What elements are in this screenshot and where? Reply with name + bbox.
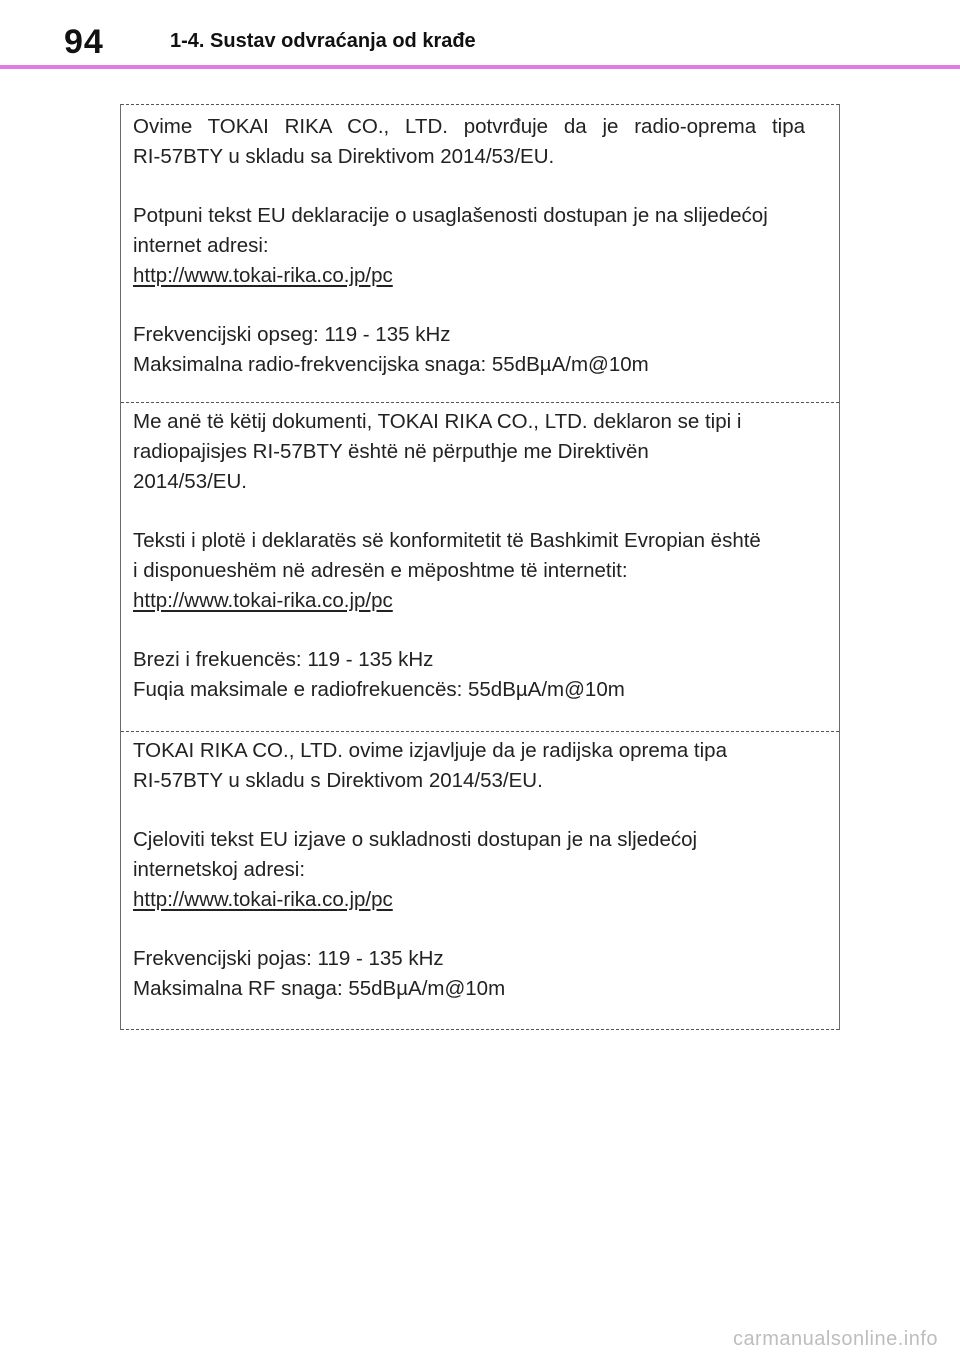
declaration-line: Frekvencijski opseg: 119 - 135 kHz [133, 323, 451, 346]
declaration-albanian [121, 402, 839, 731]
declaration-paragraph [133, 944, 829, 1004]
declaration-line: Me anë të këtij dokumenti, TOKAI RIKA CO., LTD. deklaron se tipi i [133, 410, 742, 433]
declaration-line: Maksimalna radio-frekvencijska snaga: 55dBµA/m@10m [133, 353, 649, 376]
declaration-paragraph [133, 526, 829, 616]
declaration-croatian [121, 731, 839, 1030]
declaration-paragraph [133, 320, 829, 380]
declaration-line: Maksimalna RF snaga: 55dBµA/m@10m [133, 977, 506, 1000]
declaration-line: TOKAI RIKA CO., LTD. ovime izjavljuje da je radijska oprema tipa [133, 739, 727, 762]
section-title: 1-4. Sustav odvraćanja od krađe [170, 30, 476, 52]
declaration-line: Frekvencijski pojas: 119 - 135 kHz [133, 947, 444, 970]
tokai-rika-link[interactable]: http://www.tokai-rika.co.jp/pc [133, 264, 393, 287]
declaration-line: RI-57BTY u skladu s Direktivom 2014/53/EU. [133, 769, 543, 792]
declaration-bosnian [121, 104, 839, 402]
declaration-paragraph [133, 201, 829, 291]
declaration-paragraph [133, 825, 829, 915]
declaration-line: 2014/53/EU. [133, 470, 247, 493]
page-number: 94 [64, 23, 104, 61]
declaration-box [120, 104, 840, 1030]
declaration-line: Potpuni tekst EU deklaracije o usaglašenosti dostupan je na slijedećoj [133, 204, 768, 227]
declaration-line: i disponueshëm në adresën e mëposhtme të internetit: [133, 559, 628, 582]
declaration-line: Cjeloviti tekst EU izjave o sukladnosti dostupan je na sljedećoj [133, 828, 698, 851]
declaration-paragraph [133, 736, 829, 796]
declaration-line: internet adresi: [133, 234, 269, 257]
declaration-line: Teksti i plotë i deklaratës së konformitetit të Bashkimit Evropian është [133, 529, 761, 552]
declaration-line: radiopajisjes RI-57BTY është në përputhje me Direktivën [133, 440, 649, 463]
tokai-rika-link[interactable]: http://www.tokai-rika.co.jp/pc [133, 888, 393, 911]
declaration-line: Ovime TOKAI RIKA CO., LTD. potvrđuje da je radio-oprema tipa [133, 115, 805, 138]
declaration-paragraph [133, 645, 829, 705]
declaration-line: Brezi i frekuencës: 119 - 135 kHz [133, 648, 434, 671]
declaration-line: Fuqia maksimale e radiofrekuencës: 55dBµA/m@10m [133, 678, 625, 701]
header-divider [0, 65, 960, 69]
watermark: carmanualsonline.info [732, 1328, 938, 1350]
declaration-line: RI-57BTY u skladu sa Direktivom 2014/53/EU. [133, 145, 555, 168]
declaration-paragraph [133, 112, 829, 172]
declaration-paragraph [133, 407, 829, 497]
page-header [0, 0, 960, 70]
tokai-rika-link[interactable]: http://www.tokai-rika.co.jp/pc [133, 589, 393, 612]
declaration-line: internetskoj adresi: [133, 858, 306, 881]
